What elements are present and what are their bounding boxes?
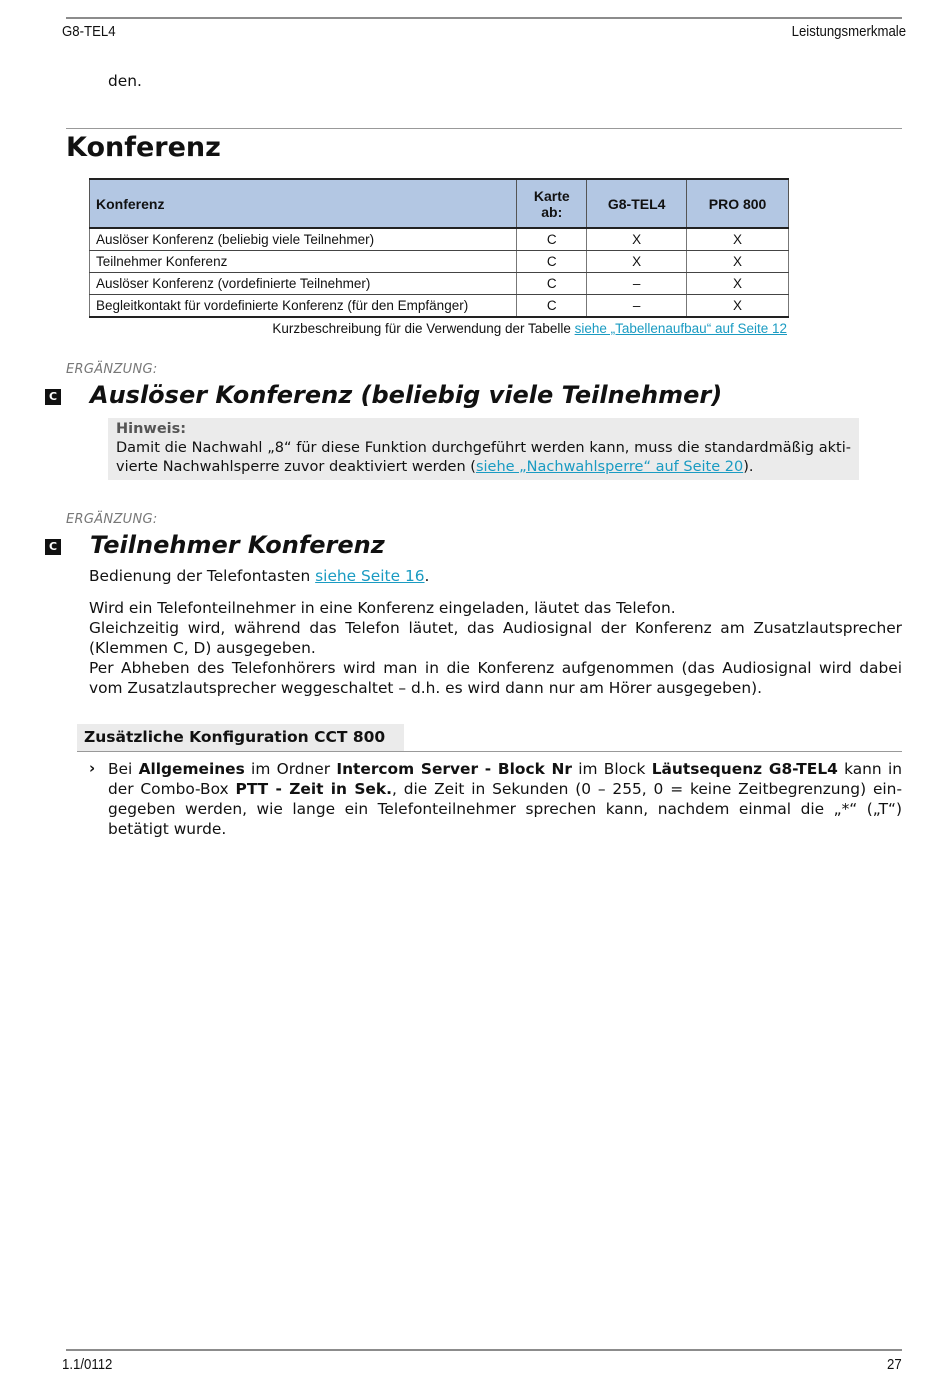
table-cell: X	[587, 228, 687, 251]
table-cell: Begleitkontakt für vordefinierte Konferenz (für den Empfänger)	[90, 295, 517, 318]
note-box	[108, 418, 859, 480]
header-rule	[66, 17, 902, 19]
paragraph-link[interactable]: siehe Seite 16	[315, 567, 425, 585]
table-header-pro800: PRO 800	[687, 179, 789, 228]
table-cell: Teilnehmer Konferenz	[90, 251, 517, 273]
table-cell: C	[517, 228, 587, 251]
table-cell: C	[517, 273, 587, 295]
paragraph-text: Bedienung der Telefontasten	[89, 567, 316, 585]
header-right: Leistungsmerkmale	[791, 23, 906, 40]
table-cell: X	[687, 251, 789, 273]
text: im Block	[572, 760, 652, 778]
paragraph-line: Per Abheben des Telefonhörers wird man in die Konferenz aufgenommen (das Audiosignal wird dabei vom Zusatzlautsprecher weggeschaltet – d.h. es wird dann nur am Hörer ausgegeben).	[89, 659, 902, 697]
paragraph-line: Gleichzeitig wird, während das Telefon läutet, das Audiosignal der Konferenz am Zusatzlautsprecher (Klemmen C, D) ausgegeben.	[89, 619, 902, 657]
paragraph-end: .	[424, 567, 430, 585]
table-header-row	[90, 179, 789, 228]
config-rule	[77, 751, 902, 752]
table-row	[90, 295, 789, 318]
table-row	[90, 228, 789, 251]
table-cell: –	[587, 295, 687, 318]
text: Bei	[108, 760, 139, 778]
table-cell: –	[587, 273, 687, 295]
note-link[interactable]: siehe „Nachwahlsperre“ auf Seite 20	[475, 459, 744, 475]
table-cell: X	[687, 295, 789, 318]
table-header-feature: Konferenz	[90, 179, 517, 228]
table-cell: C	[517, 251, 587, 273]
table-header-g8tel4: G8-TEL4	[587, 179, 687, 228]
paragraph-keys	[89, 566, 429, 586]
table-cell: X	[587, 251, 687, 273]
top-fragment: den.	[108, 72, 142, 90]
bold-term: Allgemeines	[138, 760, 245, 778]
subsection-title-participant-conference: Teilnehmer Konferenz	[90, 531, 385, 559]
bold-term: PTT - Zeit in Sek.	[235, 780, 392, 798]
text: im Ordner	[244, 760, 337, 778]
note-title: Hinweis:	[116, 421, 187, 437]
paragraph-line: Wird ein Telefonteilnehmer in eine Konferenz eingeladen, läutet das Telefon.	[89, 599, 676, 617]
bold-term: Intercom Server - Block Nr	[336, 760, 573, 778]
table-caption-link[interactable]: siehe „Tabellenaufbau“ auf Seite 12	[574, 321, 787, 336]
table-cell: X	[687, 273, 789, 295]
table-cell: X	[687, 228, 789, 251]
table-caption	[272, 321, 787, 336]
note-body	[116, 439, 851, 477]
note-text-end: ).	[743, 459, 754, 475]
table-header-card: Karte ab:	[517, 179, 587, 228]
table-row	[90, 251, 789, 273]
page-number: 27	[887, 1356, 902, 1373]
bullet-chevron-icon: ›	[89, 759, 96, 777]
table-row	[90, 273, 789, 295]
section-title: Konferenz	[66, 132, 221, 163]
table-caption-text: Kurzbeschreibung für die Verwendung der Tabelle	[272, 321, 575, 336]
subsection-title-trigger-conference: Auslöser Konferenz (beliebig viele Teilnehmer)	[90, 381, 723, 409]
table-cell: C	[517, 295, 587, 318]
supplement-tag: ERGÄNZUNG:	[66, 512, 158, 527]
table-cell: Auslöser Konferenz (beliebig viele Teilnehmer)	[90, 228, 517, 251]
config-instruction	[108, 759, 902, 839]
config-heading: Zusätzliche Konfiguration CCT 800	[77, 724, 404, 751]
text: kann in der Combo-Box	[108, 760, 902, 798]
paragraph-description	[89, 598, 902, 698]
supplement-tag: ERGÄNZUNG:	[66, 362, 158, 377]
footer-rule	[66, 1349, 902, 1351]
table-cell: Auslöser Konferenz (vordefinierte Teilnehmer)	[90, 273, 517, 295]
footer-version: 1.1/0112	[62, 1356, 113, 1373]
feature-table	[89, 178, 789, 318]
note-text: Damit die Nachwahl „8“ für diese Funktion durchgeführt werden kann, muss die standardmäßig akti- vierte Nachwahlsperre zuvor deaktiviert werden (	[116, 440, 851, 475]
card-badge: C	[45, 539, 61, 555]
text: , die Zeit in Sekunden (0 – 255, 0 = keine Zeitbegrenzung) ein- gegeben werden, wie lange ein Telefonteilnehmer sprechen kann, nachdem einmal die „*“ („T“) betätigt wurde.	[108, 780, 902, 838]
card-badge: C	[45, 389, 61, 405]
header-left: G8-TEL4	[62, 23, 116, 40]
section-rule	[66, 128, 902, 129]
bold-term: Läutsequenz G8-TEL4	[651, 760, 838, 778]
